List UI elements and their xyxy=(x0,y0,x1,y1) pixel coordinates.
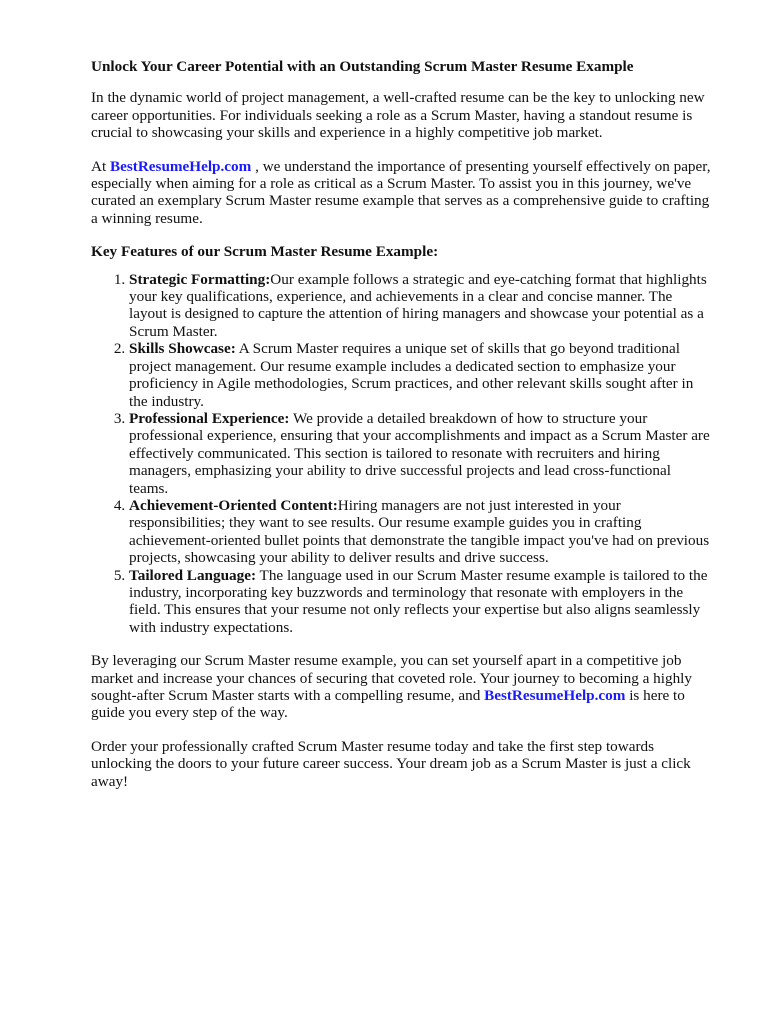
about-text: , we understand the importance of presenting yourself effectively on paper, especially when aiming for a role as critical as a Scrum Master. To assist you in this journey, we've curated an exemplary Scrum Master resume example that serves as a comprehensive guide to crafting a winning resume. xyxy=(91,157,711,227)
feature-item xyxy=(129,567,713,637)
feature-item xyxy=(129,271,713,341)
document-page xyxy=(91,58,713,806)
about-paragraph xyxy=(91,158,713,228)
about-prefix: At xyxy=(91,157,110,175)
feature-item xyxy=(129,497,713,567)
feature-title: Strategic Formatting: xyxy=(129,270,271,288)
feature-title: Tailored Language: xyxy=(129,566,257,584)
feature-title: Professional Experience: xyxy=(129,409,290,427)
feature-title: Achievement-Oriented Content: xyxy=(129,496,338,514)
closing-paragraph: Order your professionally crafted Scrum Master resume today and take the first step towards unlocking the doors to your future career success. Your dream job as a Scrum Master is just a click away! xyxy=(91,737,691,790)
feature-title: Skills Showcase: xyxy=(129,340,236,358)
feature-text: Hiring managers are not just interested in your responsibilities; they want to see results. Our resume example guides you in crafting achievement-oriented bullet points that demonstrate the tangible impact you've had on previous projects, showcasing your ability to deliver results and drive success. xyxy=(129,496,710,567)
bestresumehelp-link-2[interactable]: BestResumeHelp.com xyxy=(484,687,626,704)
intro-paragraph: In the dynamic world of project management, a well-crafted resume can be the key to unlocking new career opportunities. For individuals seeking a role as a Scrum Master, having a standout resume is crucial to showcasing your skills and experience in a highly competitive job market. xyxy=(91,89,705,142)
features-list xyxy=(91,271,713,637)
feature-text: A Scrum Master requires a unique set of skills that go beyond traditional project management. Our resume example includes a dedicated section to emphasize your proficiency in Agile methodologies, Scrum practices, and other relevant skills sought after in the industry. xyxy=(129,340,694,410)
feature-text: The language used in our Scrum Master resume example is tailored to the industry, incorporating key buzzwords and terminology that resonate with employers in the field. This ensures that your resume not only reflects your expertise but also aligns seamlessly with industry expectations. xyxy=(129,566,708,636)
leverage-paragraph xyxy=(91,652,713,722)
document-title: Unlock Your Career Potential with an Outstanding Scrum Master Resume Example xyxy=(91,58,634,75)
features-heading: Key Features of our Scrum Master Resume Example: xyxy=(91,243,439,261)
feature-text: We provide a detailed breakdown of how to structure your professional experience, ensuring that your accomplishments and impact as a Scrum Master are effectively communicated. This section is tailored to resonate with recruiters and hiring managers, emphasizing your ability to drive successful projects and lead cross-functional teams. xyxy=(129,409,710,497)
feature-item xyxy=(129,410,713,497)
leverage-suffix: is here to guide you every step of the way. xyxy=(91,687,685,722)
feature-item xyxy=(129,340,713,410)
bestresumehelp-link[interactable]: BestResumeHelp.com xyxy=(109,157,252,175)
feature-text: Our example follows a strategic and eye-catching format that highlights your key qualifications, experience, and achievements in a clear and concise manner. The layout is designed to capture the attention of hiring managers and showcase your potential as a Scrum Master. xyxy=(129,270,707,340)
leverage-text: By leveraging our Scrum Master resume example, you can set yourself apart in a competitive job market and increase your chances of securing that coveted role. Your journey to becoming a highly sought-after Scrum Master starts with a compelling resume, and xyxy=(91,652,692,704)
